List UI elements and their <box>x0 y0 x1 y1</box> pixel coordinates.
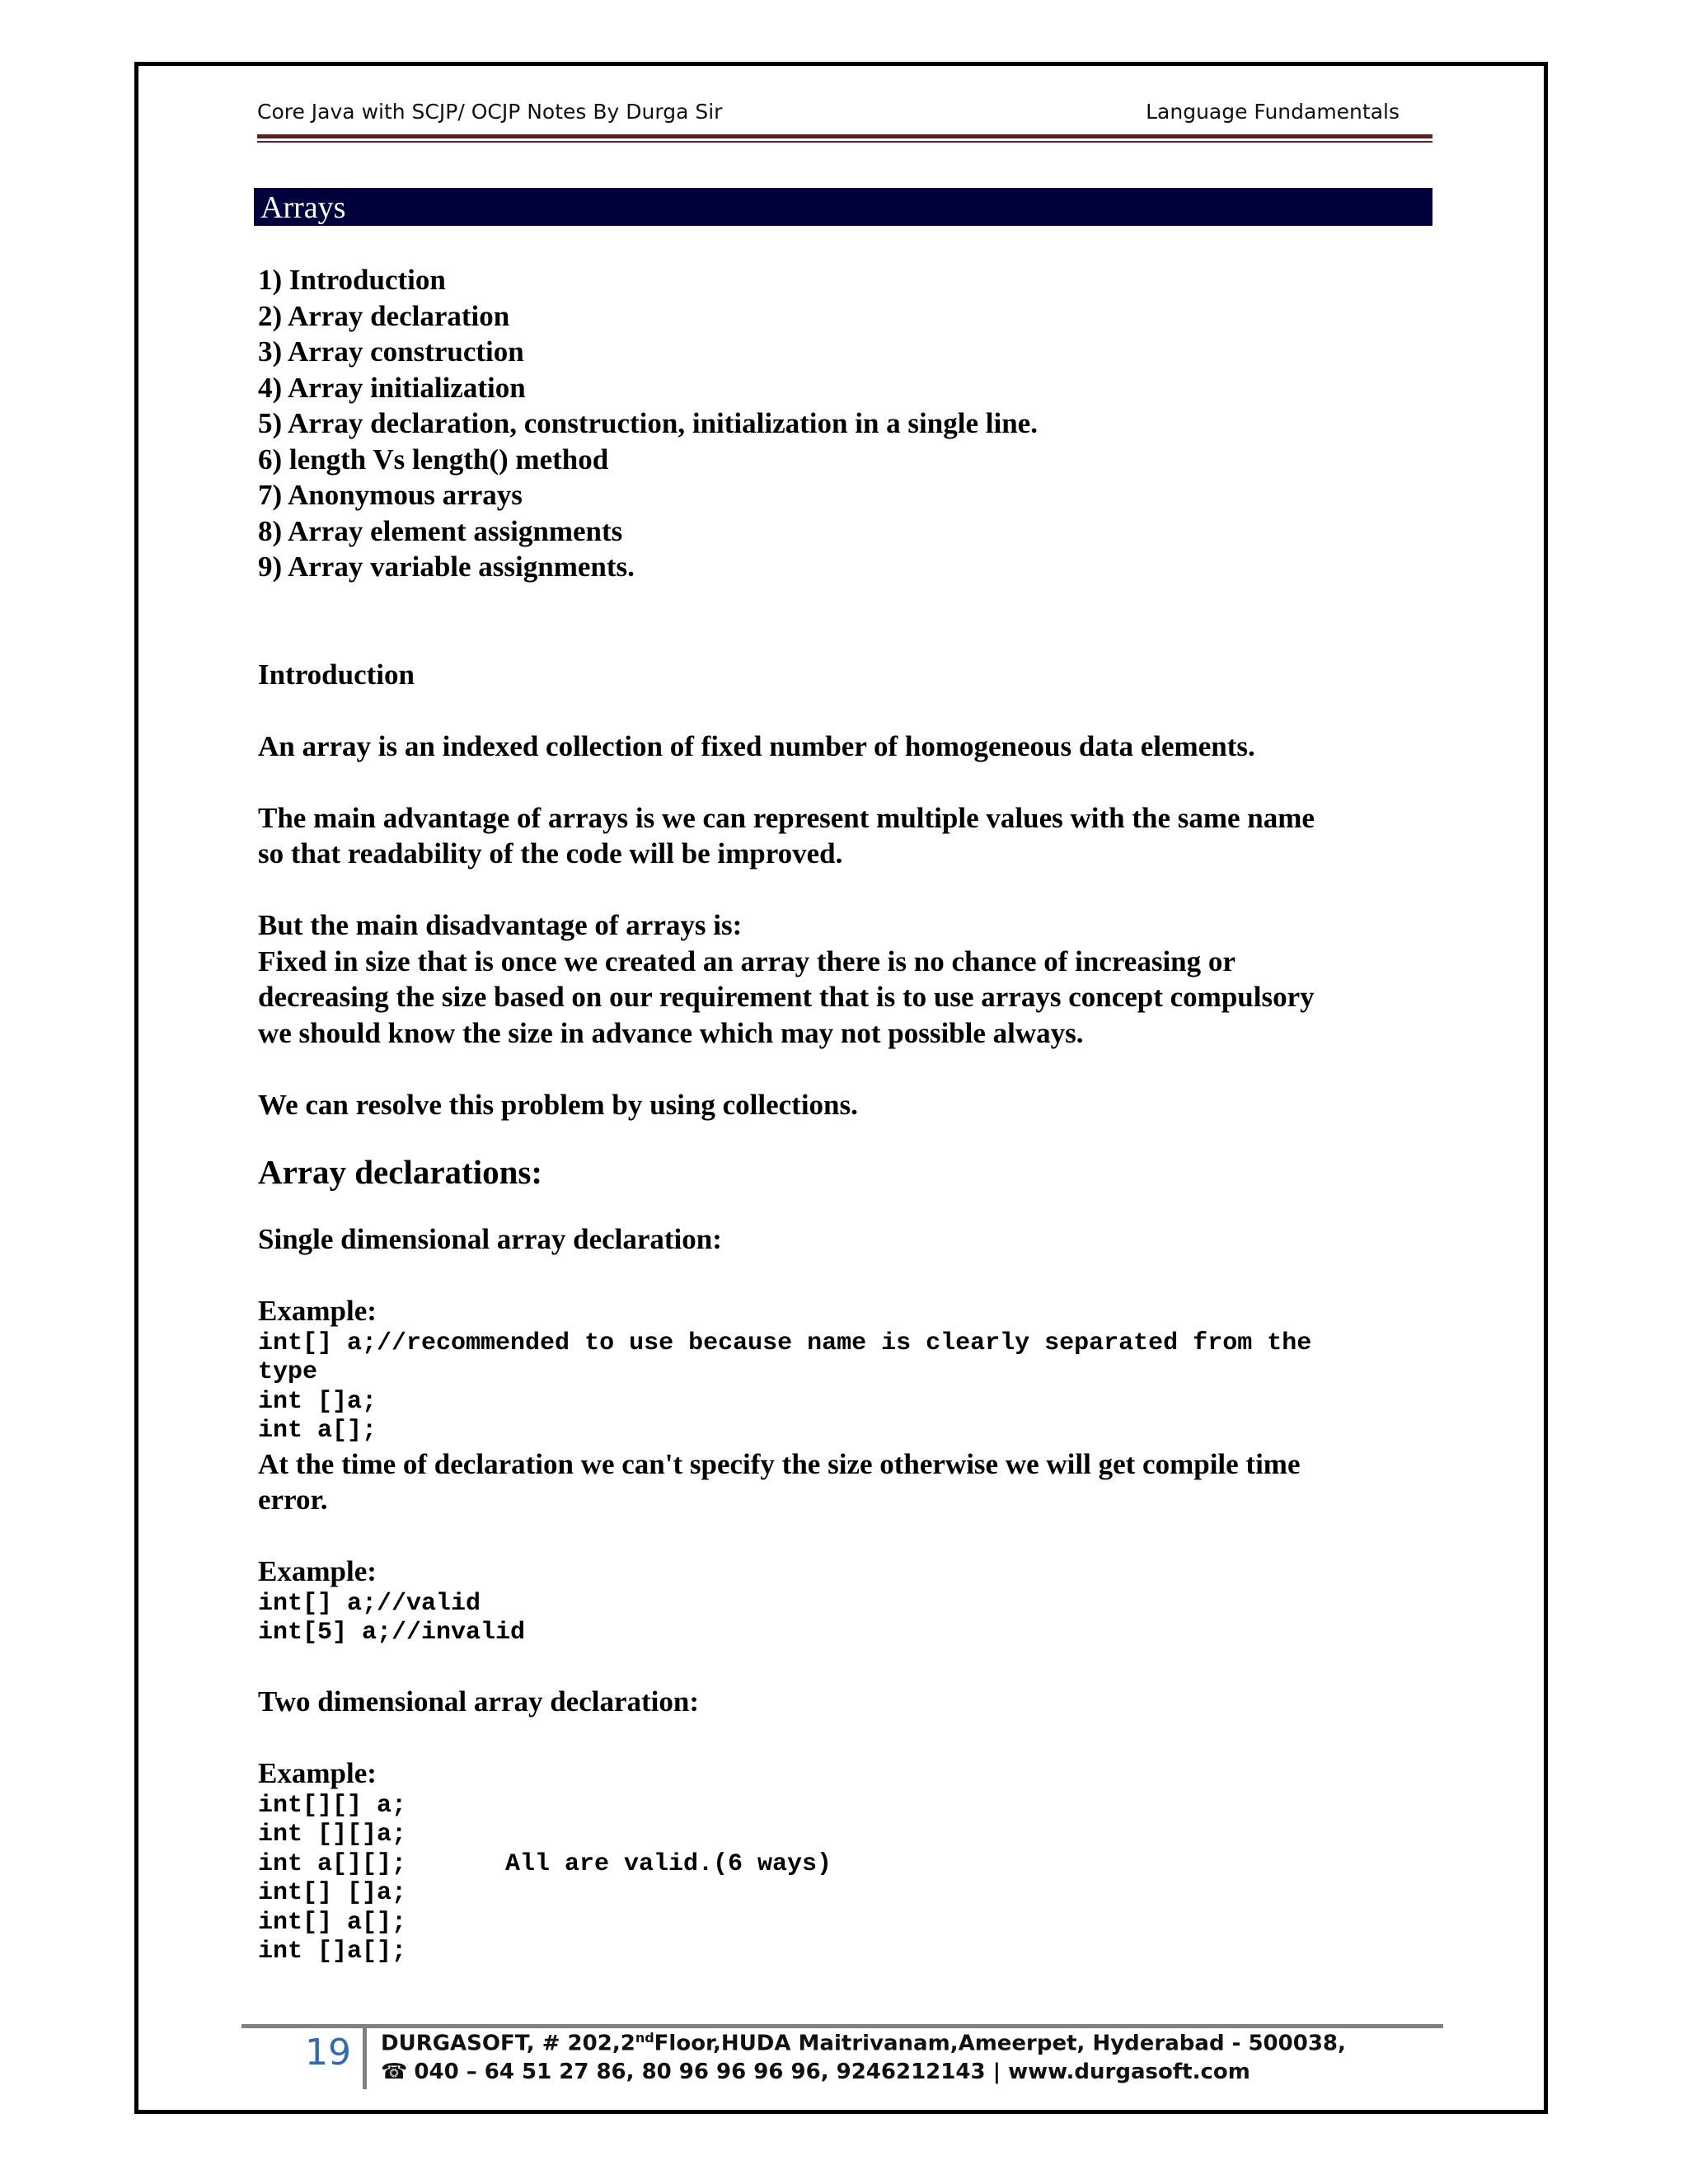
chapter-title: Arrays <box>260 190 346 225</box>
toc-item: 2) Array declaration <box>258 299 510 332</box>
page-content <box>258 262 1428 1967</box>
toc-item: 3) Array construction <box>258 335 524 368</box>
example-label: Example: <box>258 1555 377 1587</box>
toc-item: 8) Array element assignments <box>258 514 623 547</box>
footer-contact: ☎ 040 – 64 51 27 86, 80 96 96 96 96, 9246212143 | www.durgasoft.com <box>381 2060 1250 2084</box>
disadvantage-line: Fixed in size that is once we created an array there is no chance of increasing or <box>258 944 1236 977</box>
footer-address: DURGASOFT, # 202,2ndFloor,HUDA Maitrivanam,Ameerpet, Hyderabad - 500038, <box>381 2030 1346 2056</box>
toc-item: 5) Array declaration, construction, initialization in a single line. <box>258 407 1038 439</box>
disadvantage-line: decreasing the size based on our requirement that is to use arrays concept compulsory <box>258 981 1315 1013</box>
code-line: int[] a;//recommended to use because name is clearly separated from the <box>258 1329 1312 1357</box>
subsection-heading: Two dimensional array declaration: <box>258 1685 700 1718</box>
code-line: int[][] a; <box>258 1791 407 1820</box>
advantage-line: The main advantage of arrays is we can represent multiple values with the same name <box>258 801 1315 834</box>
header-rule-thin <box>257 141 1432 143</box>
table-of-contents <box>258 262 1428 585</box>
disadvantage-line: we should know the size in advance which may not possible always. <box>258 1016 1084 1049</box>
code-line: int []a; <box>258 1387 377 1416</box>
code-line: int[] []a; <box>258 1879 407 1907</box>
toc-item: 6) length Vs length() method <box>258 443 609 476</box>
header-section: Language Fundamentals <box>1146 100 1400 124</box>
code-line: int []a[]; <box>258 1938 407 1966</box>
header-title: Core Java with SCJP/ OCJP Notes By Durga Sir <box>257 100 723 124</box>
code-line: int[] a[]; <box>258 1908 407 1937</box>
intro-heading: Introduction <box>258 658 415 691</box>
toc-item: 7) Anonymous arrays <box>258 479 523 511</box>
toc-item: 1) Introduction <box>258 264 446 296</box>
disadvantage-line: But the main disadvantage of arrays is: <box>258 909 743 941</box>
code-block <box>258 1329 1428 1446</box>
footer-rule <box>241 2024 1443 2028</box>
toc-item: 9) Array variable assignments. <box>258 551 635 583</box>
intro-paragraph: An array is an indexed collection of fixed number of homogeneous data elements. <box>258 729 1255 762</box>
header-rule <box>257 134 1432 138</box>
code-note: All are valid.(6 ways) <box>505 1849 832 1878</box>
code-block <box>258 1792 1428 1967</box>
phone-icon: ☎ <box>381 2060 408 2084</box>
declaration-note: error. <box>258 1483 328 1516</box>
code-line: int[5] a;//invalid <box>258 1619 526 1647</box>
section-heading: Array declarations: <box>258 1153 542 1191</box>
page-number: 19 <box>305 2032 351 2074</box>
toc-item: 4) Array initialization <box>258 371 526 404</box>
code-line: int a[]; <box>258 1417 377 1445</box>
code-line: int [][]a; <box>258 1821 407 1849</box>
code-line: type <box>258 1358 318 1386</box>
subsection-heading: Single dimensional array declaration: <box>258 1223 722 1255</box>
collections-note: We can resolve this problem by using collections. <box>258 1088 858 1121</box>
example-label: Example: <box>258 1295 377 1327</box>
code-line: int[] a;//valid <box>258 1589 481 1618</box>
advantage-line: so that readability of the code will be improved. <box>258 837 843 869</box>
footer-divider <box>363 2028 367 2089</box>
example-label: Example: <box>258 1757 377 1789</box>
code-line: int a[][]; <box>258 1849 407 1878</box>
code-block <box>258 1590 1428 1648</box>
declaration-note: At the time of declaration we can't specify the size otherwise we will get compile time <box>258 1447 1301 1480</box>
chapter-banner <box>254 188 1432 226</box>
